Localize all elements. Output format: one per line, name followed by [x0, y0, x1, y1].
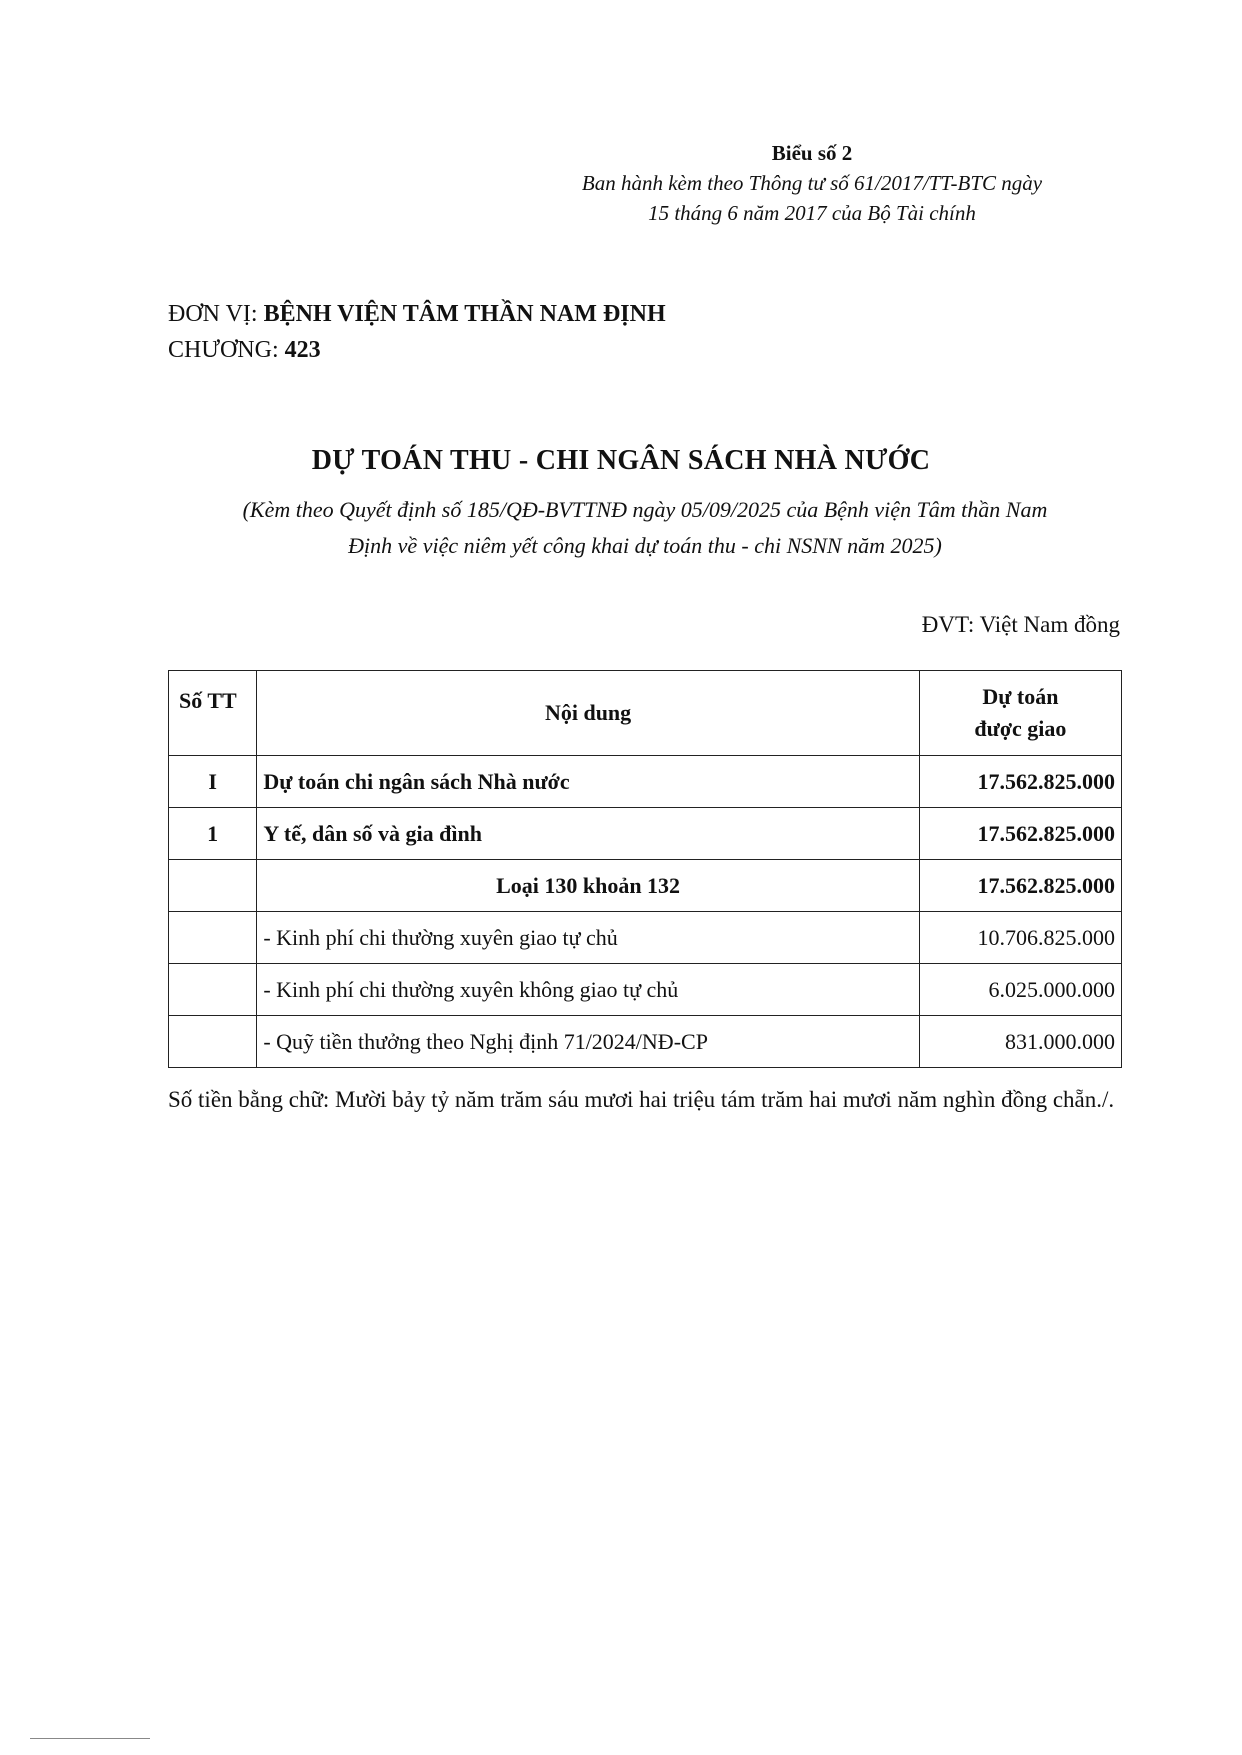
- header-content: Nội dung: [257, 671, 919, 756]
- document-subtitle: [180, 492, 1110, 564]
- unit-label: ĐƠN VỊ:: [168, 301, 264, 327]
- header-amount-line-1: Dự toán: [982, 684, 1059, 709]
- issued-line-1: Ban hành kèm theo Thông tư số 61/2017/TT-BTC ngày: [581, 171, 1043, 195]
- table-row: [169, 912, 1122, 964]
- budget-table: [168, 670, 1122, 1068]
- unit-line: [168, 296, 666, 332]
- row-stt: 1: [169, 808, 257, 860]
- row-content: - Kinh phí chi thường xuyên không giao tự chủ: [257, 964, 919, 1016]
- row-content: - Kinh phí chi thường xuyên giao tự chủ: [257, 912, 919, 964]
- table-row: [169, 860, 1122, 912]
- row-amount: 6.025.000.000: [919, 964, 1121, 1016]
- table-header-row: [169, 671, 1122, 756]
- row-stt: [169, 1016, 257, 1068]
- row-amount: 10.706.825.000: [919, 912, 1121, 964]
- row-content: Loại 130 khoản 132: [257, 860, 919, 912]
- document-title: DỰ TOÁN THU - CHI NGÂN SÁCH NHÀ NƯỚC: [311, 445, 931, 476]
- page-bottom-rule: [30, 1738, 150, 1739]
- row-content: Y tế, dân số và gia đình: [257, 808, 919, 860]
- unit-name: BỆNH VIỆN TÂM THẦN NAM ĐỊNH: [263, 301, 666, 327]
- row-stt: [169, 860, 257, 912]
- chapter-number: 423: [284, 337, 321, 363]
- header-stt: Số TT: [169, 671, 257, 756]
- row-stt: [169, 964, 257, 1016]
- row-content: Dự toán chi ngân sách Nhà nước: [257, 756, 919, 808]
- issued-line-2: 15 tháng 6 năm 2017 của Bộ Tài chính: [648, 201, 976, 225]
- form-number: Biểu số 2: [771, 141, 853, 165]
- table-row: [169, 808, 1122, 860]
- subtitle-line-2: Định về việc niêm yết công khai dự toán thu - chi NSNN năm 2025): [348, 533, 942, 558]
- header-amount-line-2: được giao: [974, 716, 1067, 741]
- table-row: [169, 964, 1122, 1016]
- row-stt: [169, 912, 257, 964]
- amount-in-words: Số tiền bằng chữ: Mười bảy tỷ năm trăm sáu mươi hai triệu tám trăm hai mươi năm nghìn đồng chẵn./.: [168, 1087, 1115, 1112]
- table-row: [169, 756, 1122, 808]
- row-stt: I: [169, 756, 257, 808]
- unit-block: [168, 296, 666, 368]
- chapter-label: CHƯƠNG:: [168, 337, 285, 363]
- table-row: [169, 1016, 1122, 1068]
- chapter-line: [168, 332, 666, 368]
- row-amount: 17.562.825.000: [919, 808, 1121, 860]
- row-amount: 17.562.825.000: [919, 860, 1121, 912]
- row-amount: 831.000.000: [919, 1016, 1121, 1068]
- form-header: [502, 138, 1122, 228]
- row-content: - Quỹ tiền thưởng theo Nghị định 71/2024/NĐ-CP: [257, 1016, 919, 1068]
- row-amount: 17.562.825.000: [919, 756, 1121, 808]
- subtitle-line-1: (Kèm theo Quyết định số 185/QĐ-BVTTNĐ ngày 05/09/2025 của Bệnh viện Tâm thần Nam: [242, 497, 1048, 522]
- currency-unit-note: ĐVT: Việt Nam đồng: [921, 612, 1120, 637]
- header-amount: [919, 671, 1121, 756]
